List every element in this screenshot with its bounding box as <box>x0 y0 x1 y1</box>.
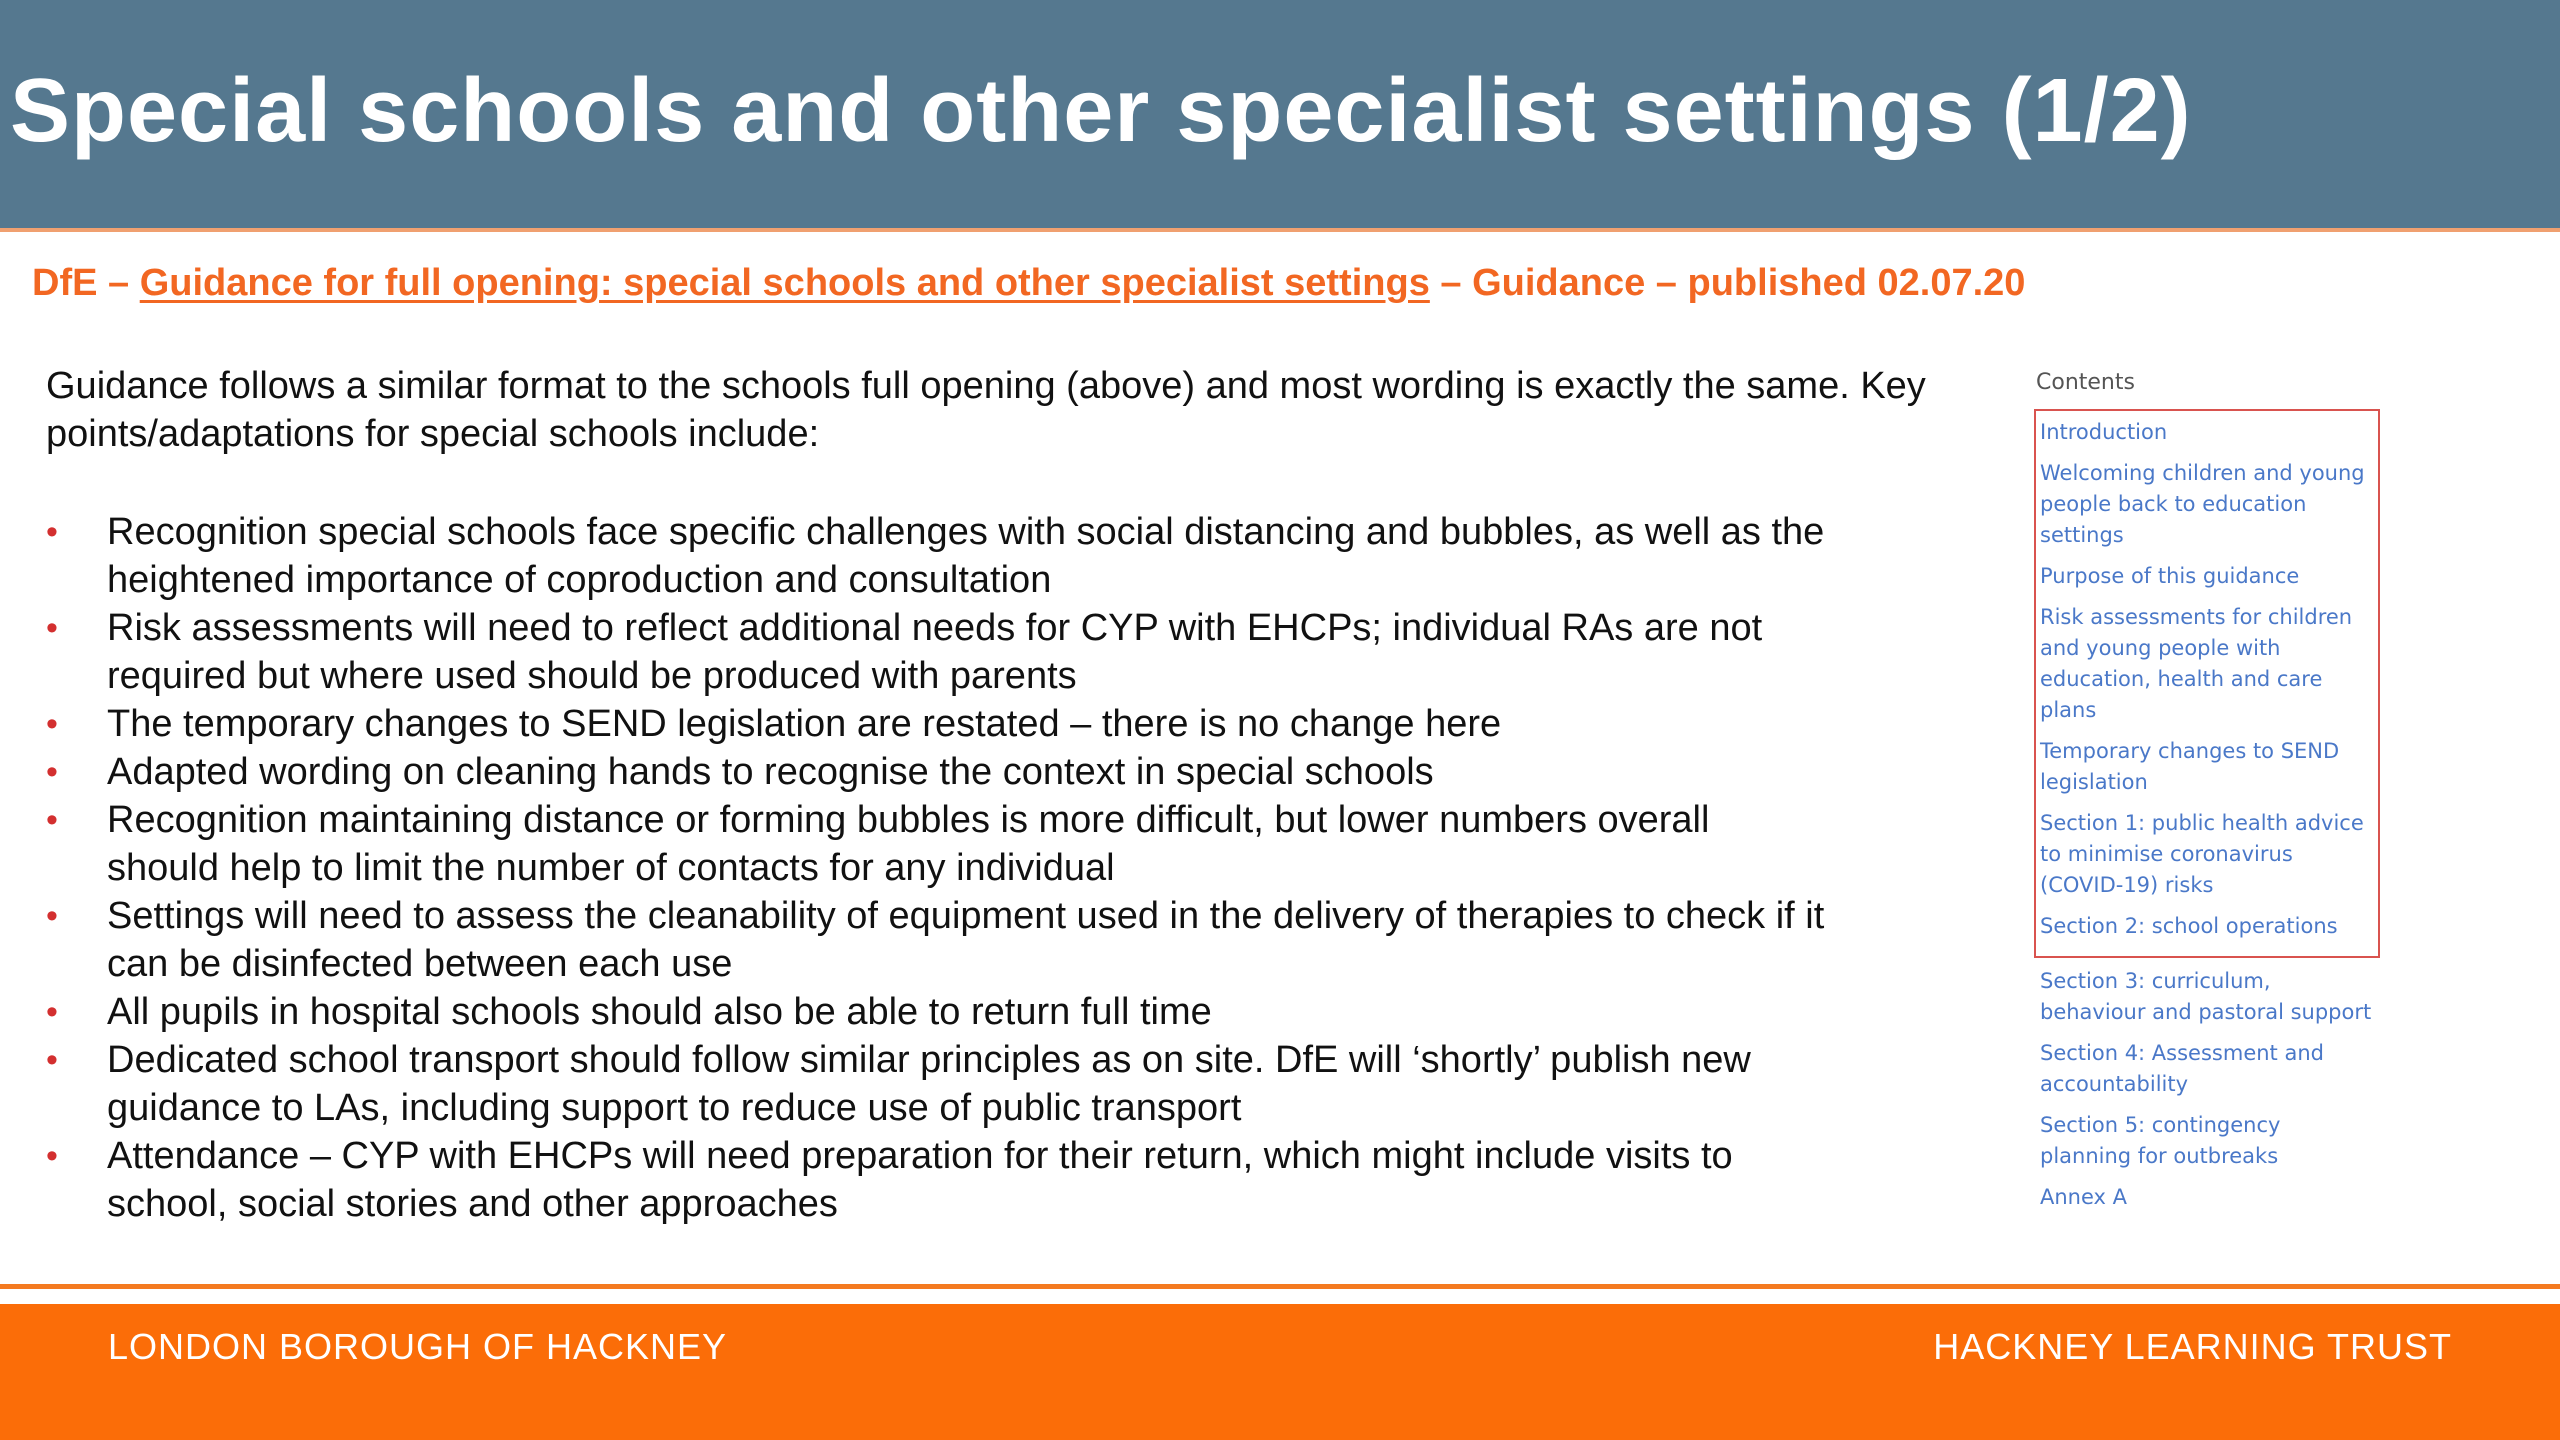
key-points-list <box>46 508 1946 1228</box>
bullet-item <box>46 748 1946 796</box>
bullet-line: All pupils in hospital schools should also be able to return full time <box>107 991 1212 1033</box>
toc-link[interactable]: Annex A <box>2040 1185 2128 1209</box>
source-suffix: – Guidance – published 02.07.20 <box>1440 262 2026 304</box>
contents-heading: Contents <box>2036 370 2135 395</box>
footer-right-label: HACKNEY LEARNING TRUST <box>1933 1326 2452 1367</box>
footer-left-label: LONDON BOROUGH OF HACKNEY <box>108 1326 728 1367</box>
bullet-line: Recognition special schools face specific challenges with social distancing and bubbles, as well as the <box>107 511 1825 553</box>
toc-link[interactable]: Risk assessments for children and young people with education, health and care plans <box>2040 605 2353 722</box>
bullet-line: required but where used should be produced with parents <box>107 655 1077 697</box>
bullet-line: Settings will need to assess the cleanability of equipment used in the delivery of therapies to check if it <box>107 895 1825 937</box>
bullet-line: Attendance – CYP with EHCPs will need preparation for their return, which might include visits to <box>107 1135 1733 1177</box>
toc-link[interactable]: Section 2: school operations <box>2040 914 2338 938</box>
bullet-dot-icon: • <box>46 897 58 935</box>
bullet-line: Dedicated school transport should follow similar principles as on site. DfE will ‘shortly’ publish new <box>107 1039 1751 1081</box>
toc-link[interactable]: Introduction <box>2040 420 2168 444</box>
bullet-dot-icon: • <box>46 513 58 551</box>
bullet-dot-icon: • <box>46 609 58 647</box>
bullet-dot-icon: • <box>46 1041 58 1079</box>
footer-divider <box>0 1284 2560 1289</box>
source-line <box>32 262 2025 305</box>
bullet-line: guidance to LAs, including support to reduce use of public transport <box>107 1087 1242 1129</box>
bullet-line: Recognition maintaining distance or forming bubbles is more difficult, but lower numbers overall <box>107 799 1710 841</box>
bullet-item <box>46 1132 1946 1228</box>
bullet-dot-icon: • <box>46 1137 58 1175</box>
bullet-line: can be disinfected between each use <box>107 943 733 985</box>
title-bar <box>0 0 2560 232</box>
slide-title: Special schools and other specialist settings (1/2) <box>10 61 2192 161</box>
footer-bar <box>0 1304 2560 1440</box>
bullet-dot-icon: • <box>46 801 58 839</box>
bullet-item <box>46 1036 1946 1132</box>
guidance-link[interactable]: Guidance for full opening: special schools and other specialist settings <box>139 262 1430 304</box>
contents-screenshot <box>2036 370 2376 1223</box>
bullet-item <box>46 988 1946 1036</box>
toc-link[interactable]: Section 4: Assessment and accountability <box>2040 1041 2324 1096</box>
bullet-item <box>46 604 1946 700</box>
toc-link[interactable]: Welcoming children and young people back to education settings <box>2040 461 2365 547</box>
bullet-dot-icon: • <box>46 753 58 791</box>
bullet-dot-icon: • <box>46 705 58 743</box>
bullet-line: should help to limit the number of contacts for any individual <box>107 847 1115 889</box>
bullet-item <box>46 508 1946 604</box>
intro-text: Guidance follows a similar format to the schools full opening (above) and most wording is exactly the same. Key points/adaptations for special schools include: <box>46 365 1926 455</box>
contents-other-items <box>2036 958 2376 1213</box>
bullet-line: Risk assessments will need to reflect additional needs for CYP with EHCPs; individual RAs are not <box>107 607 1763 649</box>
toc-link[interactable]: Section 3: curriculum, behaviour and pastoral support <box>2040 969 2372 1024</box>
bullet-item <box>46 796 1946 892</box>
bullet-item <box>46 700 1946 748</box>
toc-link[interactable]: Section 1: public health advice to minimise coronavirus (COVID-19) risks <box>2040 811 2364 897</box>
toc-link[interactable]: Temporary changes to SEND legislation <box>2040 739 2340 794</box>
bullet-line: Adapted wording on cleaning hands to recognise the context in special schools <box>107 751 1434 793</box>
contents-highlight-box <box>2034 409 2380 958</box>
bullet-line: heightened importance of coproduction and consultation <box>107 559 1052 601</box>
bullet-item <box>46 892 1946 988</box>
bullet-dot-icon: • <box>46 993 58 1031</box>
source-prefix: DfE – <box>32 262 130 304</box>
bullet-line: The temporary changes to SEND legislation are restated – there is no change here <box>107 703 1502 745</box>
bullet-line: school, social stories and other approaches <box>107 1183 838 1225</box>
toc-link[interactable]: Section 5: contingency planning for outbreaks <box>2040 1113 2281 1168</box>
toc-link[interactable]: Purpose of this guidance <box>2040 564 2300 588</box>
